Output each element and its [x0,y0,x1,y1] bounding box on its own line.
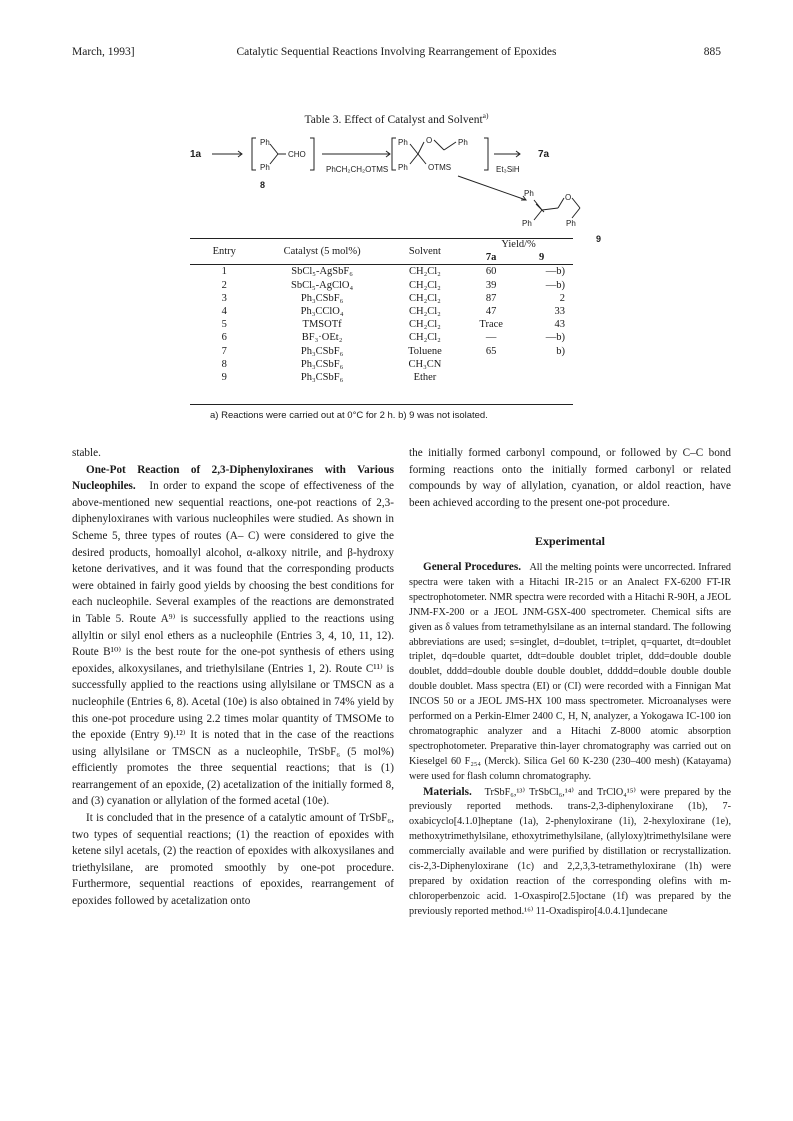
table-row: 8 Ph₃CSbF₆ CH₃CN [221,358,442,370]
table-caption: Table 3. Effect of Catalyst and Solvent$^{a)}$ [304,111,489,126]
section-title: Experimental [535,534,605,549]
col-header-catalyst: Catalyst (5 mol%) [259,238,386,265]
scheme-compound-8: 8 [260,180,266,190]
left-column [72,445,394,910]
svg-text:Ph: Ph [398,163,408,172]
scheme-product-9: 9 [596,234,602,244]
running-header-date: March, 1993] [72,46,135,58]
svg-text:Ph: Ph [522,219,532,228]
table-footnote: a) Reactions were carried out at 0°C for 2 h. b) 9 was not isolated. [210,410,488,421]
running-header-title: Catalytic Sequential Reactions Involving Rearrangement of Epoxides [236,46,557,58]
col-header-solvent: Solvent [386,238,465,265]
table-row: 9 Ph₃CSbF₆ Ether [221,372,437,384]
section-heading: General Procedures. [423,560,522,573]
table-row: 2 SbCl₅-AgClO₄ CH₂Cl₂ 39 —b) [221,279,565,291]
col-header-7a: 7a [464,251,518,265]
svg-text:Ph: Ph [398,138,408,147]
table-row: 7 Ph₃CSbF₆ Toluene 65 b) [221,345,565,357]
svg-text:Ph: Ph [260,138,270,147]
svg-text:O: O [565,193,572,202]
paragraph: One-Pot Reaction of 2,3-Diphenyloxiranes with Various Nucleophiles. In order to expand the scope of effectiveness of the above-mentioned new sequential reactions, one-pot reactions of 2,3-diphenyloxiranes with various nucleophiles were studied. As shown in Scheme 5, three types of routes (A– C) were considered to give the desired products, homoallyl alcohol, α-alkoxy nitrile, and β-hydroxy ketone derivatives, and it was found that the corresponding products were obtained in fairly good yields by choosing the best conditions for each nucleophile. Several examples of the reactions are demonstrated in Table 5. Route A⁹⁾ is successfully applied to the reactions using allyltin or silyl enol ethers as a nucleophile (Entries 3, 4, 10, 11, 12). Route B¹⁰⁾ is the best route for the one-pot synthesis of ethers using epoxides, alkoxysilanes, and triethylsilane (Entries 1, 2). Route C¹¹⁾ is successfully applied to the reactions using allylsilane or TMSCN as a nucleophile (Entries 6, 8). Acetal (10e) is also obtained in 74% yield by this one-pot procedure using 2.2 times molar quantity of TMSOMe to the epoxide (Entry 9).¹²⁾ It is noted that in the case of the reactions using allylsilane or TMSCN as a nucleophile, TrSbF₆ (5 mol%) efficiently promotes the three sequential reactions; that is (1) rearrangement of an epoxide, (2) acetalization of the initially formed 8, and (3) cyanation or allylation of the formed acetal (10e). [72,463,394,808]
section-heading: One-Pot Reaction of 2,3-Diphenyloxiranes with Various Nucleophiles. [72,463,394,493]
svg-text:OTMS: OTMS [428,163,452,172]
reaction-scheme [190,130,610,248]
right-column [409,445,731,920]
table-row: 3 Ph₃CSbF₆ CH₂Cl₂ 87 2 [221,292,565,304]
svg-text:CHO: CHO [288,150,306,159]
scheme-product-7a: 7a [538,149,550,160]
col-header-9: 9 [518,251,573,265]
svg-text:Ph: Ph [260,163,270,172]
table-bottom-rule [190,404,573,405]
paragraph: General Procedures. All the melting points were uncorrected. Infrared spectra were taken with a Hitachi IR-215 or an Analect FX-6200 FT-IR spectrophotometer. NMR spectra were recorded with a Hitachi R-90H, a JEOL JNM-FX-200 or a JEOL JNM-GSX-400 spectrometer. Chemical sifts are given as δ values from tetramethylsilane as an internal standard. The following abbreviations are used; s=singlet, d=doublet, t=triplet, q=quartet, dt=doublet triplet, dq=double quartet, ddt=double doublet triplet, ddd=double double doublet, dddd=double double double doublet, ddddd=double double double double doublet. Mass spectra (EI) or (CI) were recorded with a Finnigan Mat INCOS 50 or a JEOL JMS-HX 100 mass spectrometer. Microanalyses were performed on a Perkin-Elmer 2400 C, H, N, analyzer, a Yokogawa IC-100 ion chromatographic analyzer and a Hitachi Z-8000 atomic absorption spectrophotometer. Preparative thin-layer chromatography was carried out on Kieselgel 60 F₂₅₄ (Merck). Silica Gel 60 K-230 (230–400 mesh) (Katayama) were used for flash column chromatography. [409,560,732,782]
scheme-compound-1a: 1a [190,149,202,160]
results-table [190,238,573,384]
scheme-reagent-1: PhCH₂CH₂OTMS [326,165,389,174]
section-heading: Materials. [423,785,472,798]
svg-text:Ph: Ph [566,219,576,228]
scheme-reagent-2: Et₃SiH [496,165,520,174]
table-row: 1 SbCl₅-AgSbF₆ CH₂Cl₂ 60 —b) [221,266,565,278]
paragraph: stable. [72,447,101,459]
paragraph: the initially formed carbonyl compound, or followed by C–C bond forming reactions onto the initially formed carbonyl or related compounds by way of allylation, cyanation, or aldol reaction, have been achieved according to the present one-pot procedure. [409,447,731,509]
svg-text:Ph: Ph [458,138,468,147]
svg-text:O: O [426,136,433,145]
table-row: 4 Ph₃CClO₄ CH₂Cl₂ 47 33 [221,306,565,318]
paragraph: Materials. TrSbF₆,¹³⁾ TrSbCl₆,¹⁴⁾ and TrClO₄¹⁵⁾ were prepared by the previously reported methods. trans-2,3-diphenyloxirane (1b), 7-oxabicyclo[4.1.0]heptane (1a), 2-phenyloxirane (1i), 2-hexyloxirane (1e), methoxytrimethylsilane, ethoxytrimethylsilane, (allyloxy)trimethylsilane were commercially available and were purified by distillation or recrystallization. cis-2,3-Diphenyloxirane (1c) and 2,2,3,3-tetramethyloxirane (1h) were prepared by oxidation reaction of the corresponding olefins with m-chloroperbenzoic acid. 1-Oxaspiro[2.5]octane (1f) was prepared by the previously reported method.¹⁶⁾ 11-Oxadispiro[4.0.4.1]undecane [409,785,732,917]
col-header-entry: Entry [190,238,259,265]
col-header-yield: Yield/% [501,239,536,250]
page-number: 885 [703,46,721,58]
table-row: 5 TMSOTf CH₂Cl₂ Trace 43 [221,319,565,331]
paragraph: It is concluded that in the presence of a catalytic amount of TrSbF₆, two types of sequential reactions; (1) the reaction of epoxides with ketene silyl acetals, (2) the reaction of epoxides with alkoxysilanes and triethylsilane, are promoted smoothly by one-pot procedure. Furthermore, sequential reactions of epoxides, rearrangement of epoxides followed by acetalization onto [72,812,394,908]
svg-text:Ph: Ph [524,189,534,198]
table-row: 6 BF₃·OEt₂ CH₂Cl₂ — —b) [221,332,565,344]
